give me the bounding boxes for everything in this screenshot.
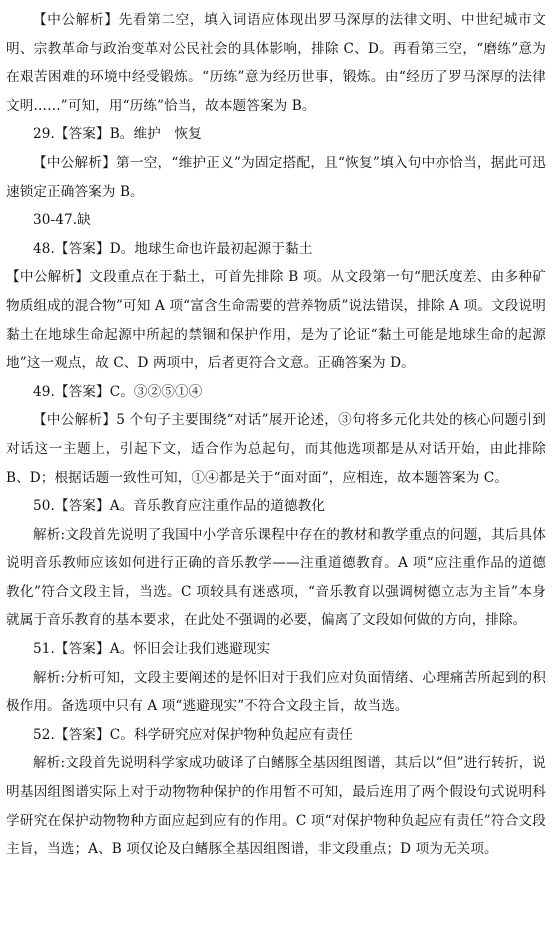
analysis-paragraph-49: 【中公解析】5 个句子主要围绕“对话”展开论述，③句将多元化共处的核心问题引到对话这一主题上，引起下文，适合作为总起句，而其他选项都是从对话开始，由此排除 B、D；根据话题一致性可知，①④都是关于“面对面”，应相连，故本题答案为 C。 [6,412,546,486]
analysis-paragraph-51: 解析:分析可知，文段主要阐述的是怀旧对于我们应对负面情绪、心理痛苦所起到的积极作用。备选项中只有 A 项“逃避现实”不符合文段主旨，故当选。 [6,669,546,715]
analysis-paragraph-52: 解析:文段首先说明科学家成功破译了白鳍豚全基因组图谱，其后以“但”进行转折，说明基因组图谱实际上对于动物物种保护的作用暂不可知，最后连用了两个假设句式说明科学研究在保护动物物种方面应起到应有的作用。C 项“对保护物种负起应有责任”符合文段主旨，当选；A、B 项仅论及白鳍豚全基因组图谱，非文段重点；D 项为无关项。 [6,755,546,858]
answer-51: 51.【答案】A。怀旧会让我们逃避现实 [33,641,271,658]
missing-30-47: 30-47.缺 [33,212,91,229]
answer-50: 50.【答案】A。音乐教育应注重作品的道德教化 [33,498,326,515]
answer-52: 52.【答案】C。科学研究应对保护物种负起应有责任 [33,726,353,743]
analysis-paragraph-48: 【中公解析】文段重点在于黏土，可首先排除 B 项。从文段第一句“肥沃度差、由多种矿物质组成的混合物”可知 A 项“富含生命需要的营养物质”说法错误，排除 A 项。文段说明黏土在地球生命起源中所起的禁锢和保护作用，是为了论证“黏土可能是地球生命的起源地”这一观点，故 C、D 两项中，后者更符合文意。正确答案为 D。 [6,269,546,372]
analysis-paragraph-29: 【中公解析】第一空，“维护正义”为固定搭配，且“恢复”填入句中亦恰当，据此可迅速锁定正确答案为 B。 [6,154,546,200]
answer-48: 48.【答案】D。地球生命也许最初起源于黏土 [33,240,313,257]
analysis-paragraph-28: 【中公解析】先看第二空，填入词语应体现出罗马深厚的法律文明、中世纪城市文明、宗教革命与政治变革对公民社会的具体影响，排除 C、D。再看第三空，“磨练”意为在艰苦困难的环境中经受锻炼。“历练”意为经历世事，锻炼。由“经历了罗马深厚的法律文明……”可知，用“历练”恰当，故本题答案为 B。 [6,12,546,114]
answer-29: 29.【答案】B。维护 恢复 [33,126,202,143]
answer-49: 49.【答案】C。③②⑤①④ [33,383,203,400]
analysis-paragraph-50: 解析:文段首先说明了我国中小学音乐课程中存在的教材和教学重点的问题，其后具体说明音乐教师应该如何进行正确的音乐教学——注重道德教育。A 项“应注重作品的道德教化”符合文段主旨，当选。C 项较具有迷惑项，“音乐教育以强调树德立志为主旨”本身就属于音乐教育的基本要求，在此处不强调的必要，偏离了文段如何做的方向，排除。 [6,526,546,629]
